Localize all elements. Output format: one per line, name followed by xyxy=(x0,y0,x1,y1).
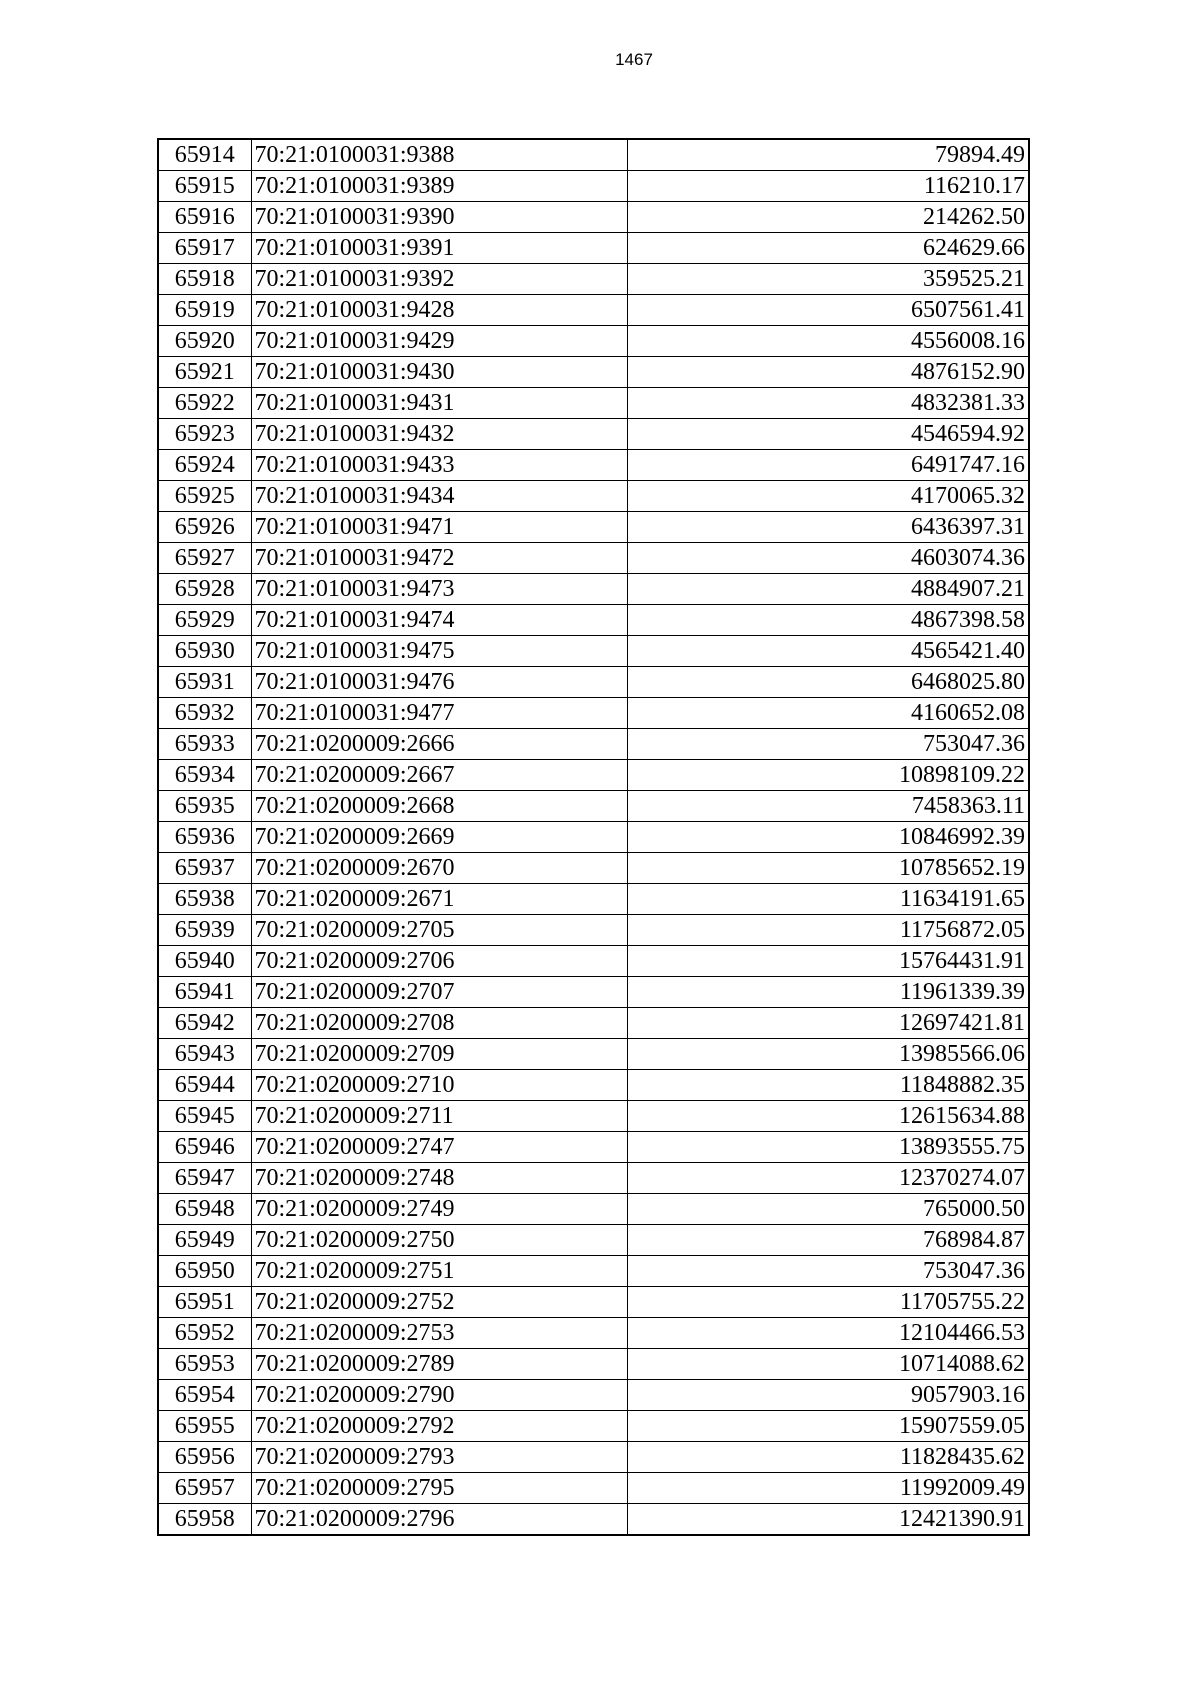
row-number-cell: 65947 xyxy=(158,1163,251,1194)
row-number-cell: 65931 xyxy=(158,667,251,698)
cadastral-number-cell: 70:21:0200009:2705 xyxy=(251,915,627,946)
table-row xyxy=(158,1442,1029,1473)
row-number-cell: 65929 xyxy=(158,605,251,636)
row-number-cell: 65930 xyxy=(158,636,251,667)
cadastral-value-cell: 12421390.91 xyxy=(627,1504,1029,1536)
cadastral-value-cell: 4603074.36 xyxy=(627,543,1029,574)
cadastral-value-cell: 116210.17 xyxy=(627,171,1029,202)
cadastral-value-cell: 359525.21 xyxy=(627,264,1029,295)
cadastral-value-cell: 7458363.11 xyxy=(627,791,1029,822)
row-number-cell: 65949 xyxy=(158,1225,251,1256)
table-row xyxy=(158,822,1029,853)
cadastral-value-cell: 4876152.90 xyxy=(627,357,1029,388)
cadastral-value-cell: 214262.50 xyxy=(627,202,1029,233)
cadastral-value-cell: 624629.66 xyxy=(627,233,1029,264)
table-row xyxy=(158,884,1029,915)
cadastral-number-cell: 70:21:0200009:2668 xyxy=(251,791,627,822)
row-number-cell: 65944 xyxy=(158,1070,251,1101)
cadastral-number-cell: 70:21:0200009:2796 xyxy=(251,1504,627,1536)
cadastral-number-cell: 70:21:0100031:9471 xyxy=(251,512,627,543)
row-number-cell: 65957 xyxy=(158,1473,251,1504)
row-number-cell: 65942 xyxy=(158,1008,251,1039)
table-row xyxy=(158,1225,1029,1256)
cadastral-number-cell: 70:21:0200009:2707 xyxy=(251,977,627,1008)
table-row xyxy=(158,1380,1029,1411)
cadastral-number-cell: 70:21:0200009:2710 xyxy=(251,1070,627,1101)
table-row xyxy=(158,977,1029,1008)
row-number-cell: 65940 xyxy=(158,946,251,977)
cadastral-value-cell: 4884907.21 xyxy=(627,574,1029,605)
table-row xyxy=(158,915,1029,946)
cadastral-value-cell: 4546594.92 xyxy=(627,419,1029,450)
cadastral-value-cell: 6436397.31 xyxy=(627,512,1029,543)
table-row xyxy=(158,729,1029,760)
row-number-cell: 65950 xyxy=(158,1256,251,1287)
cadastral-number-cell: 70:21:0200009:2753 xyxy=(251,1318,627,1349)
row-number-cell: 65954 xyxy=(158,1380,251,1411)
table-row xyxy=(158,1163,1029,1194)
cadastral-value-cell: 12104466.53 xyxy=(627,1318,1029,1349)
cadastral-value-cell: 79894.49 xyxy=(627,139,1029,171)
table-row xyxy=(158,1070,1029,1101)
cadastral-number-cell: 70:21:0100031:9473 xyxy=(251,574,627,605)
table-row xyxy=(158,326,1029,357)
table-row xyxy=(158,357,1029,388)
cadastral-value-cell: 11828435.62 xyxy=(627,1442,1029,1473)
row-number-cell: 65937 xyxy=(158,853,251,884)
table-row xyxy=(158,853,1029,884)
row-number-cell: 65936 xyxy=(158,822,251,853)
cadastral-value-cell: 753047.36 xyxy=(627,729,1029,760)
row-number-cell: 65919 xyxy=(158,295,251,326)
cadastral-value-cell: 15764431.91 xyxy=(627,946,1029,977)
cadastral-value-cell: 6507561.41 xyxy=(627,295,1029,326)
row-number-cell: 65918 xyxy=(158,264,251,295)
cadastral-value-cell: 6468025.80 xyxy=(627,667,1029,698)
table-row xyxy=(158,1132,1029,1163)
cadastral-value-cell: 13893555.75 xyxy=(627,1132,1029,1163)
table-row xyxy=(158,295,1029,326)
table-row xyxy=(158,1318,1029,1349)
table-row xyxy=(158,1101,1029,1132)
table-row xyxy=(158,543,1029,574)
table-row xyxy=(158,139,1029,171)
page-number: 1467 xyxy=(615,50,653,69)
row-number-cell: 65935 xyxy=(158,791,251,822)
row-number-cell: 65933 xyxy=(158,729,251,760)
row-number-cell: 65948 xyxy=(158,1194,251,1225)
cadastral-number-cell: 70:21:0200009:2750 xyxy=(251,1225,627,1256)
cadastral-value-cell: 10785652.19 xyxy=(627,853,1029,884)
row-number-cell: 65926 xyxy=(158,512,251,543)
cadastral-number-cell: 70:21:0200009:2671 xyxy=(251,884,627,915)
table-row xyxy=(158,667,1029,698)
cadastral-number-cell: 70:21:0200009:2667 xyxy=(251,760,627,791)
cadastral-number-cell: 70:21:0100031:9477 xyxy=(251,698,627,729)
cadastral-number-cell: 70:21:0200009:2747 xyxy=(251,1132,627,1163)
table-row xyxy=(158,512,1029,543)
cadastral-number-cell: 70:21:0100031:9388 xyxy=(251,139,627,171)
cadastral-value-cell: 12615634.88 xyxy=(627,1101,1029,1132)
cadastral-value-cell: 10898109.22 xyxy=(627,760,1029,791)
row-number-cell: 65956 xyxy=(158,1442,251,1473)
cadastral-number-cell: 70:21:0200009:2711 xyxy=(251,1101,627,1132)
table-row xyxy=(158,1349,1029,1380)
cadastral-number-cell: 70:21:0200009:2789 xyxy=(251,1349,627,1380)
row-number-cell: 65917 xyxy=(158,233,251,264)
row-number-cell: 65955 xyxy=(158,1411,251,1442)
cadastral-value-cell: 4867398.58 xyxy=(627,605,1029,636)
table-row xyxy=(158,1008,1029,1039)
cadastral-number-cell: 70:21:0100031:9434 xyxy=(251,481,627,512)
table-row xyxy=(158,574,1029,605)
cadastral-value-table xyxy=(157,138,1030,1536)
cadastral-number-cell: 70:21:0100031:9432 xyxy=(251,419,627,450)
cadastral-value-cell: 11756872.05 xyxy=(627,915,1029,946)
table-row xyxy=(158,264,1029,295)
table-row xyxy=(158,946,1029,977)
cadastral-value-cell: 4832381.33 xyxy=(627,388,1029,419)
cadastral-value-cell: 4565421.40 xyxy=(627,636,1029,667)
cadastral-number-cell: 70:21:0200009:2706 xyxy=(251,946,627,977)
row-number-cell: 65958 xyxy=(158,1504,251,1536)
table-row xyxy=(158,1194,1029,1225)
table-row xyxy=(158,1039,1029,1070)
cadastral-number-cell: 70:21:0200009:2790 xyxy=(251,1380,627,1411)
table-row xyxy=(158,1287,1029,1318)
cadastral-value-cell: 11992009.49 xyxy=(627,1473,1029,1504)
cadastral-value-cell: 4160652.08 xyxy=(627,698,1029,729)
table-row xyxy=(158,1504,1029,1536)
row-number-cell: 65952 xyxy=(158,1318,251,1349)
row-number-cell: 65932 xyxy=(158,698,251,729)
cadastral-number-cell: 70:21:0100031:9392 xyxy=(251,264,627,295)
table-row xyxy=(158,1256,1029,1287)
cadastral-number-cell: 70:21:0100031:9431 xyxy=(251,388,627,419)
cadastral-value-cell: 10714088.62 xyxy=(627,1349,1029,1380)
cadastral-number-cell: 70:21:0100031:9390 xyxy=(251,202,627,233)
cadastral-number-cell: 70:21:0200009:2793 xyxy=(251,1442,627,1473)
cadastral-number-cell: 70:21:0200009:2752 xyxy=(251,1287,627,1318)
cadastral-value-cell: 765000.50 xyxy=(627,1194,1029,1225)
table-row xyxy=(158,698,1029,729)
table-row xyxy=(158,636,1029,667)
cadastral-value-cell: 753047.36 xyxy=(627,1256,1029,1287)
cadastral-value-cell: 4556008.16 xyxy=(627,326,1029,357)
cadastral-number-cell: 70:21:0200009:2792 xyxy=(251,1411,627,1442)
row-number-cell: 65946 xyxy=(158,1132,251,1163)
row-number-cell: 65938 xyxy=(158,884,251,915)
cadastral-number-cell: 70:21:0200009:2709 xyxy=(251,1039,627,1070)
cadastral-number-cell: 70:21:0200009:2708 xyxy=(251,1008,627,1039)
row-number-cell: 65914 xyxy=(158,139,251,171)
row-number-cell: 65953 xyxy=(158,1349,251,1380)
row-number-cell: 65924 xyxy=(158,450,251,481)
cadastral-value-cell: 11848882.35 xyxy=(627,1070,1029,1101)
row-number-cell: 65945 xyxy=(158,1101,251,1132)
cadastral-number-cell: 70:21:0100031:9391 xyxy=(251,233,627,264)
table-row xyxy=(158,171,1029,202)
cadastral-number-cell: 70:21:0100031:9474 xyxy=(251,605,627,636)
table-row xyxy=(158,233,1029,264)
cadastral-number-cell: 70:21:0100031:9428 xyxy=(251,295,627,326)
cadastral-number-cell: 70:21:0100031:9476 xyxy=(251,667,627,698)
cadastral-value-cell: 13985566.06 xyxy=(627,1039,1029,1070)
row-number-cell: 65923 xyxy=(158,419,251,450)
cadastral-value-cell: 12697421.81 xyxy=(627,1008,1029,1039)
table-row xyxy=(158,760,1029,791)
row-number-cell: 65934 xyxy=(158,760,251,791)
table-row xyxy=(158,791,1029,822)
cadastral-value-cell: 4170065.32 xyxy=(627,481,1029,512)
row-number-cell: 65916 xyxy=(158,202,251,233)
cadastral-number-cell: 70:21:0100031:9475 xyxy=(251,636,627,667)
row-number-cell: 65922 xyxy=(158,388,251,419)
row-number-cell: 65939 xyxy=(158,915,251,946)
cadastral-value-cell: 768984.87 xyxy=(627,1225,1029,1256)
cadastral-number-cell: 70:21:0100031:9389 xyxy=(251,171,627,202)
cadastral-number-cell: 70:21:0200009:2748 xyxy=(251,1163,627,1194)
cadastral-number-cell: 70:21:0200009:2669 xyxy=(251,822,627,853)
table-row xyxy=(158,1473,1029,1504)
cadastral-number-cell: 70:21:0200009:2670 xyxy=(251,853,627,884)
cadastral-value-cell: 11705755.22 xyxy=(627,1287,1029,1318)
table-body xyxy=(158,139,1029,1535)
table-row xyxy=(158,450,1029,481)
table-row xyxy=(158,481,1029,512)
table-row xyxy=(158,419,1029,450)
table-row xyxy=(158,1411,1029,1442)
cadastral-value-cell: 10846992.39 xyxy=(627,822,1029,853)
cadastral-value-cell: 6491747.16 xyxy=(627,450,1029,481)
cadastral-value-cell: 9057903.16 xyxy=(627,1380,1029,1411)
row-number-cell: 65941 xyxy=(158,977,251,1008)
cadastral-value-cell: 12370274.07 xyxy=(627,1163,1029,1194)
row-number-cell: 65915 xyxy=(158,171,251,202)
row-number-cell: 65943 xyxy=(158,1039,251,1070)
cadastral-number-cell: 70:21:0200009:2749 xyxy=(251,1194,627,1225)
table-row xyxy=(158,202,1029,233)
cadastral-number-cell: 70:21:0100031:9472 xyxy=(251,543,627,574)
cadastral-number-cell: 70:21:0200009:2751 xyxy=(251,1256,627,1287)
cadastral-number-cell: 70:21:0200009:2666 xyxy=(251,729,627,760)
cadastral-value-cell: 11634191.65 xyxy=(627,884,1029,915)
cadastral-number-cell: 70:21:0100031:9429 xyxy=(251,326,627,357)
row-number-cell: 65925 xyxy=(158,481,251,512)
cadastral-number-cell: 70:21:0200009:2795 xyxy=(251,1473,627,1504)
cadastral-value-cell: 11961339.39 xyxy=(627,977,1029,1008)
row-number-cell: 65928 xyxy=(158,574,251,605)
cadastral-value-cell: 15907559.05 xyxy=(627,1411,1029,1442)
table-row xyxy=(158,605,1029,636)
cadastral-number-cell: 70:21:0100031:9433 xyxy=(251,450,627,481)
cadastral-number-cell: 70:21:0100031:9430 xyxy=(251,357,627,388)
row-number-cell: 65927 xyxy=(158,543,251,574)
table-row xyxy=(158,388,1029,419)
row-number-cell: 65951 xyxy=(158,1287,251,1318)
row-number-cell: 65920 xyxy=(158,326,251,357)
row-number-cell: 65921 xyxy=(158,357,251,388)
